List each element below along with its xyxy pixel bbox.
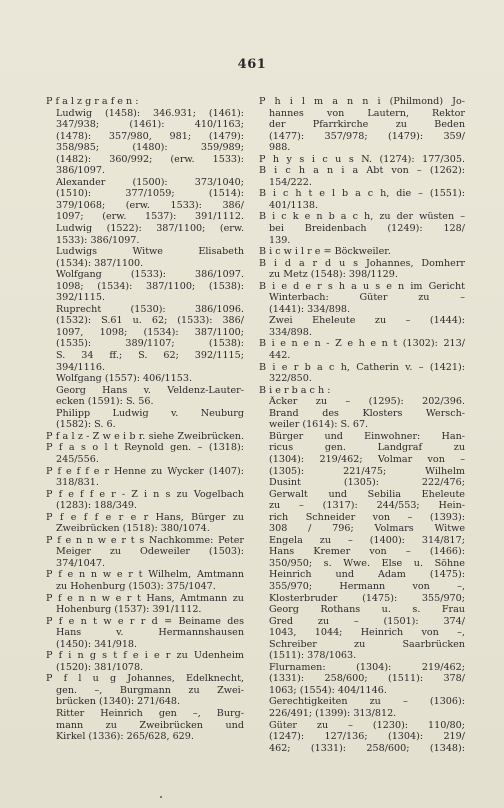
index-entry-line: B i d a r d u s Johannes, Domherr (259, 257, 465, 269)
index-subline: 347/938; (1461): 410/1163; (56, 119, 244, 131)
index-entry-line: P f e n n w e r t Hans, Amtmann zu (46, 592, 244, 604)
index-subline: Meiger zu Odeweiler (1503): (56, 546, 244, 558)
index-subline: (1482): 360/992; (erw. 1533): (56, 153, 244, 165)
index-subline: Georg Rothans u. s. Frau (269, 604, 465, 616)
index-subline: Dusint (1305): 222/476; (269, 477, 465, 489)
index-subline: (1532): S.61 u. 62; (1533): 386/ (56, 315, 244, 327)
index-subline: (1477): 357/978; (1479): 359/ (269, 130, 465, 142)
index-subline: Hans Kremer von – (1466): (269, 546, 465, 558)
index-subline: Brand des Klosters Wersch- (269, 407, 465, 419)
index-subline: Alexander (1500): 373/1040; (56, 176, 244, 188)
index-entry-line: P f e n n w e r t Wilhelm, Amtmann (46, 569, 244, 581)
index-subline: 1097, 1098; (1534): 387/1100; (56, 326, 244, 338)
index-subline: ricus gen. Landgraf zu (269, 442, 465, 454)
index-subline: Hans v. Hermannshausen (56, 627, 244, 639)
index-entry-line: B i c w i l r e = Böckweiler. (259, 246, 391, 258)
index-subline: 350/950; s. Wwe. Else u. Söhne (269, 557, 465, 569)
index-subline: Schreiber zu Saarbrücken (269, 638, 465, 650)
right-index-column (259, 96, 465, 754)
index-subline: Äcker zu – (1295): 202/396. (269, 396, 465, 408)
index-subline: 1043, 1044; Heinrich von –, (269, 627, 465, 639)
index-subline: 358/985; (1480): 359/989; (56, 142, 244, 154)
index-subline: ecken (1591): S. 56. (56, 396, 154, 408)
index-subline: Gerechtigkeiten zu – (1306): (269, 696, 465, 708)
index-entry-line: B i c h t e l b a c h, die – (1551): (259, 188, 465, 200)
print-mark (160, 796, 162, 798)
index-subline: Wolfgang (1533): 386/1097. (56, 269, 244, 281)
index-subline: (1582): S. 6. (56, 419, 116, 431)
index-entry-line: P f l u g Johannes, Edelknecht, (46, 673, 244, 685)
index-subline: Ludwigs Witwe Elisabeth (56, 246, 244, 258)
index-subline: weiler (1614): S. 67. (269, 419, 369, 431)
index-entry-line: P f a l z - Z w e i b r. siehe Zweibrücken. (46, 430, 244, 442)
index-subline: 1533): 386/1097. (56, 234, 140, 246)
index-subline: (1534): 387/1100. (56, 257, 144, 269)
index-subline: (1450): 341/918. (56, 638, 138, 650)
index-subline: 154/222. (269, 176, 312, 188)
page-number: 461 (237, 57, 267, 72)
index-subline: brücken (1340): 271/648. (56, 696, 181, 708)
index-subline: (1510): 377/1059; (1514): (56, 188, 244, 200)
index-subline: Bürger und Einwohner: Han- (269, 430, 465, 442)
index-subline: (1535): 389/1107; (1538): (56, 338, 244, 350)
index-subline: gen. –, Burgmann zu Zwei- (56, 684, 244, 696)
index-subline: 1097; (erw. 1537): 391/1112. (56, 211, 244, 223)
index-subline: Ruprecht (1530): 386/1096. (56, 303, 244, 315)
index-entry-line: B i e n e n - Z e h e n t (1302): 213/ (259, 338, 465, 350)
index-entry-line: P f e n t w e r r d = Beiname des (46, 615, 244, 627)
index-entry-line: P h i l m a n n i (Philmond) Jo- (259, 96, 465, 107)
index-subline: Engela zu – (1400): 314/817; (269, 534, 465, 546)
index-subline: 392/1115. (56, 292, 106, 304)
index-subline: Flurnamen: (1304): 219/462; (269, 661, 465, 673)
index-subline: Ludwig (1522): 387/1100; (erw. (56, 223, 244, 235)
index-subline: 355/970; Hermann von –, (269, 580, 465, 592)
index-subline: 334/898. (269, 326, 312, 338)
index-subline: Hohenburg (1537): 391/1112. (56, 604, 202, 616)
index-subline: (1478): 357/980, 981; (1479): (56, 130, 244, 142)
index-subline: (1305): 221/475; Wilhelm (269, 465, 465, 477)
index-subline: mann zu Zweibrücken und (56, 719, 244, 731)
index-subline: Philipp Ludwig v. Neuburg (56, 407, 244, 419)
index-entry-line: B i e r b a c h : (259, 384, 331, 396)
index-entry-line: P f e f f e r Henne zu Wycker (1407): (46, 465, 244, 477)
index-entry-line: P f e f f e r e r Hans, Bürger zu (46, 511, 244, 523)
index-subline: zu – (1317): 244/553; Hein- (269, 500, 465, 512)
index-subline: zu Hohenburg (1503): 375/1047. (56, 580, 216, 592)
index-subline: Ritter Heinrich gen –, Burg- (56, 707, 244, 719)
index-subline: Zweibrücken (1518): 380/1074. (56, 523, 210, 535)
index-subline: bei Breidenbach (1249): 128/ (269, 223, 465, 235)
index-subline: 322/850. (269, 373, 312, 385)
index-subline: Ludwig (1458): 346.931; (1461): (56, 107, 244, 119)
index-subline: 308 / 796; Volmars Witwe (269, 523, 465, 535)
index-subline: 462; (1331): 258/600; (1348): (269, 742, 465, 754)
index-subline: (1331): 258/600; (1511): 378/ (269, 673, 465, 685)
index-subline: Wolfgang (1557): 406/1153. (56, 373, 193, 385)
index-subline: 442. (269, 350, 291, 362)
index-subline: Winterbach: Güter zu – (269, 292, 465, 304)
left-index-column (46, 96, 244, 743)
index-subline: Kirkel (1336): 265/628, 629. (56, 731, 194, 743)
index-subline: 139. (269, 234, 291, 246)
index-subline: 374/1047. (56, 557, 106, 569)
index-entry-line: P f i n g s t f e i e r zu Udenheim (46, 650, 244, 662)
index-subline: 394/1116. (56, 361, 106, 373)
index-subline: 401/1138. (269, 199, 319, 211)
index-subline: (1283): 188/349. (56, 500, 138, 512)
index-subline: rich Schneider von – (1393): (269, 511, 465, 523)
index-subline: Zwei Eheleute zu – (1444): (269, 315, 465, 327)
index-subline: (1441): 334/898. (269, 303, 351, 315)
index-entry-line: P f a l z g r a f e n : (46, 96, 139, 107)
index-entry-line: B i e d e r s h a u s e n im Gericht (259, 280, 465, 292)
index-subline: Klosterbruder (1475): 355/970; (269, 592, 465, 604)
index-subline: (1520): 381/1078. (56, 661, 144, 673)
index-subline: 1098; (1534): 387/1100; (1538): (56, 280, 244, 292)
index-subline: S. 34 ff.; S. 62; 392/1115; (56, 350, 244, 362)
index-subline: Heinrich und Adam (1475): (269, 569, 465, 581)
index-entry-line: P h y s i c u s N. (1274): 177/305. (259, 153, 465, 165)
index-subline: 988. (269, 142, 291, 154)
index-subline: Gerwalt und Sebilia Eheleute (269, 488, 465, 500)
index-subline: (1247): 127/136; (1304): 219/ (269, 731, 465, 743)
index-subline: hannes von Lautern, Rektor (269, 107, 465, 119)
index-entry-line: B i e r b a c h, Catherin v. – (1421): (259, 361, 465, 373)
index-subline: Gred zu – (1501): 374/ (269, 615, 465, 627)
index-subline: Güter zu – (1230): 110/80; (269, 719, 465, 731)
index-entry-line: B i c h a n i a Abt von – (1262): (259, 165, 465, 177)
index-subline: Georg Hans v. Veldenz-Lauter- (56, 384, 244, 396)
index-subline: (1304): 219/462; Volmar von – (269, 453, 465, 465)
index-subline: der Pfarrkirche zu Beden (269, 119, 465, 131)
index-subline: 318/831. (56, 477, 99, 489)
index-entry-line: P f a s o l t Reynold gen. – (1318): (46, 442, 244, 454)
index-subline: (1511): 378/1063. (269, 650, 357, 662)
index-entry-line: P f e f f e r - Z i n s zu Vogelbach (46, 488, 244, 500)
index-subline: zu Metz (1548): 398/1129. (269, 269, 398, 281)
index-entry-line: P f e n n w e r t s Nachkomme: Peter (46, 534, 244, 546)
index-entry-line: B i c k e n b a c h, zu der wüsten – (259, 211, 465, 223)
index-subline: 386/1097. (56, 165, 106, 177)
index-subline: 379/1068; (erw. 1533): 386/ (56, 199, 244, 211)
index-subline: 226/491; (1399): 313/812. (269, 707, 397, 719)
index-subline: 1063; (1554): 404/1146. (269, 684, 387, 696)
index-subline: 245/556. (56, 453, 99, 465)
